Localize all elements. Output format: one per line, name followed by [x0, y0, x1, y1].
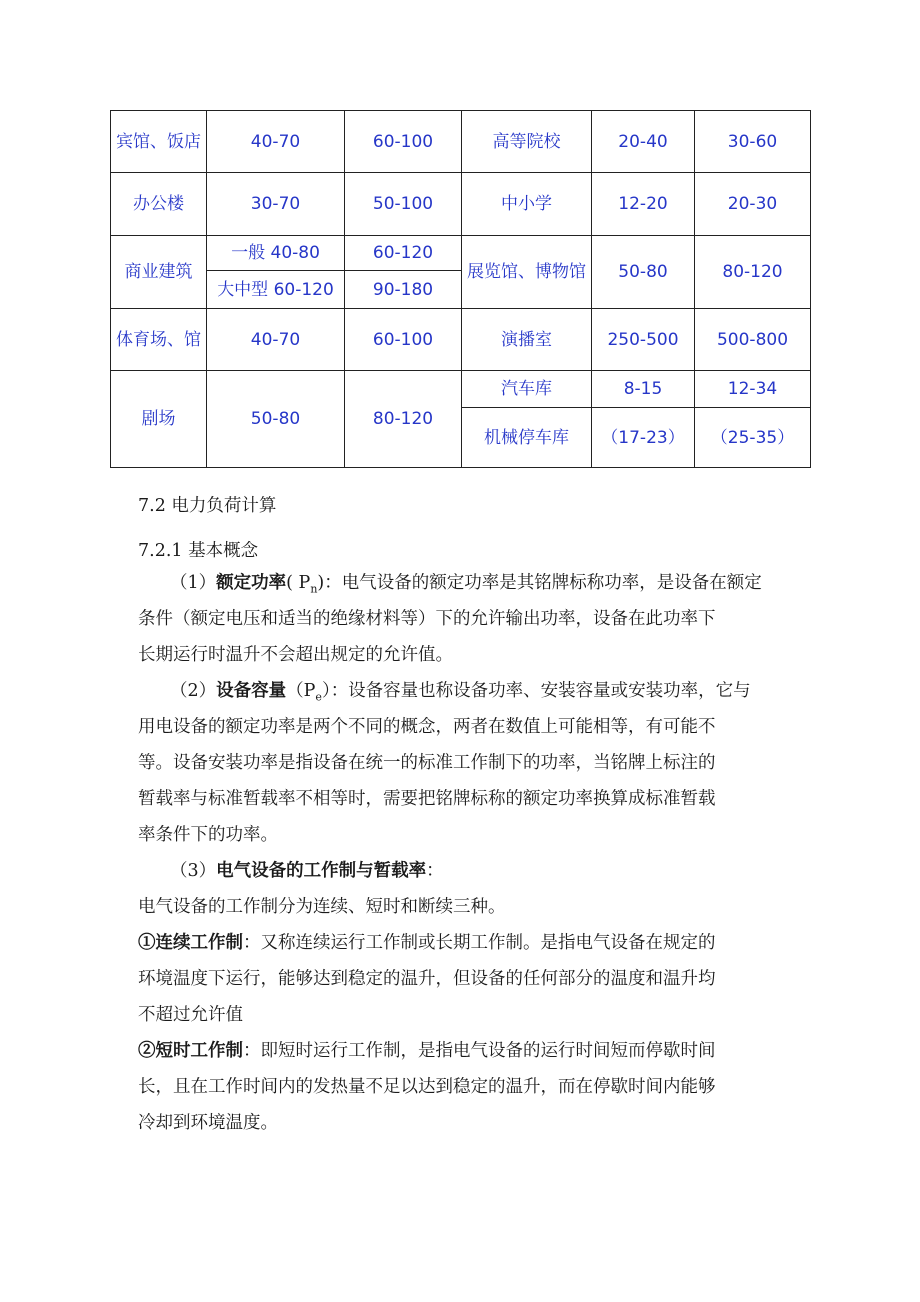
value-cell: （25-35） [695, 408, 811, 468]
value-cell: 500-800 [695, 309, 811, 371]
subsection-heading: 7.2.1 基本概念 [138, 541, 259, 561]
value-cell: 60-120 [345, 236, 462, 271]
value-cell: 50-100 [345, 173, 462, 236]
value-cell: 90-180 [345, 271, 462, 309]
value-cell: 250-500 [592, 309, 695, 371]
paragraph-equipment-capacity: （2）设备容量$(P_e)$：设备容量也称设备功率、安装容量或安装功率，它与 [170, 681, 751, 704]
table-row [111, 111, 811, 173]
term-rated-power: 额定功率 [216, 573, 287, 593]
value-cell: （17-23） [592, 408, 695, 468]
value-cell: 8-15 [592, 371, 695, 408]
value-cell: 80-120 [695, 236, 811, 309]
value-cell: 40-70 [207, 111, 345, 173]
term-equipment-capacity: 设备容量 [216, 681, 287, 701]
paragraph-duty-type: （3）电气设备的工作制与暂载率： [170, 861, 444, 881]
table-row [111, 236, 811, 271]
term-continuous-duty: ①连续工作制 [138, 933, 243, 953]
term-duty-type: 电气设备的工作制与暂载率 [216, 861, 427, 881]
value-cell: 大中型 60-120 [207, 271, 345, 309]
value-cell: 20-30 [695, 173, 811, 236]
section-heading: 7.2 电力负荷计算 [138, 496, 277, 516]
value-cell: 12-20 [592, 173, 695, 236]
value-cell: 50-80 [207, 371, 345, 468]
value-cell: 60-100 [345, 309, 462, 371]
building-type-cell: 展览馆、博物馆 [462, 236, 592, 309]
paragraph-rated-power: （1）额定功率( $P_n$)：电气设备的额定功率是其铭牌标称功率，是设备在额定 [170, 573, 762, 596]
building-type-cell: 机械停车库 [462, 408, 592, 468]
value-cell: 30-60 [695, 111, 811, 173]
value-cell: 20-40 [592, 111, 695, 173]
body-text: （1）额定功率( $P_n$)：电气设备的额定功率是其铭牌标称功率，是设备在额定 条件（额定电压和适当的绝缘材料等）下的允许输出功率，设备在此功率下 长期运行时温升不会超出规定的允许值。 （2）设备容量$(P_e)$：设备容量也称设备功率、安装容量或安装功率，它与 用电设备的额定功率是两个不同的概念，两者在数值上可能相等，有可能不 等。设备安装功率是指设备在统一的标准工作制下的功率，当铭牌上标注的 暂载率与标准暂载率不相等时，需要把铭牌标称的额定功率换算成标准暂载 率条件下的功率。 （3）电气设备的工作制与暂载率： 电气设备的工作制分为连续、短时和断续三种。 ①连续工作制：又称连续运行工作制或长期工作制。是指电气设备在规定的 环境温度下运行，能够达到稳定的温升，但设备的任何部分的温度和温升均 不超过允许值 ②短时工作制：即短时运行工作制，是指电气设备的运行时间短而停歇时间 长，且在工作时间内的发热量不足以达到稳定的温升，而在停歇时间内能够 冷却到环境温度。 [138, 565, 788, 1141]
table-row [111, 371, 811, 408]
term-short-time-duty: ②短时工作制 [138, 1041, 243, 1061]
load-density-table [110, 110, 811, 468]
table-row [111, 309, 811, 371]
value-cell: 50-80 [592, 236, 695, 309]
paragraph-continuous-duty: ①连续工作制：又称连续运行工作制或长期工作制。是指电气设备在规定的 [138, 933, 716, 953]
value-cell: 60-100 [345, 111, 462, 173]
value-cell: 12-34 [695, 371, 811, 408]
building-type-cell: 办公楼 [111, 173, 207, 236]
building-type-cell: 体育场、馆 [111, 309, 207, 371]
building-type-cell: 高等院校 [462, 111, 592, 173]
value-cell: 40-70 [207, 309, 345, 371]
value-cell: 30-70 [207, 173, 345, 236]
value-cell: 80-120 [345, 371, 462, 468]
building-type-cell: 汽车库 [462, 371, 592, 408]
table-row [111, 173, 811, 236]
building-type-cell: 中小学 [462, 173, 592, 236]
paragraph-duty-summary: 电气设备的工作制分为连续、短时和断续三种。 [138, 897, 506, 917]
building-type-cell: 演播室 [462, 309, 592, 371]
building-type-cell: 宾馆、饭店 [111, 111, 207, 173]
value-cell: 一般 40-80 [207, 236, 345, 271]
paragraph-short-time-duty: ②短时工作制：即短时运行工作制，是指电气设备的运行时间短而停歇时间 [138, 1041, 716, 1061]
building-type-cell: 商业建筑 [111, 236, 207, 309]
building-type-cell: 剧场 [111, 371, 207, 468]
